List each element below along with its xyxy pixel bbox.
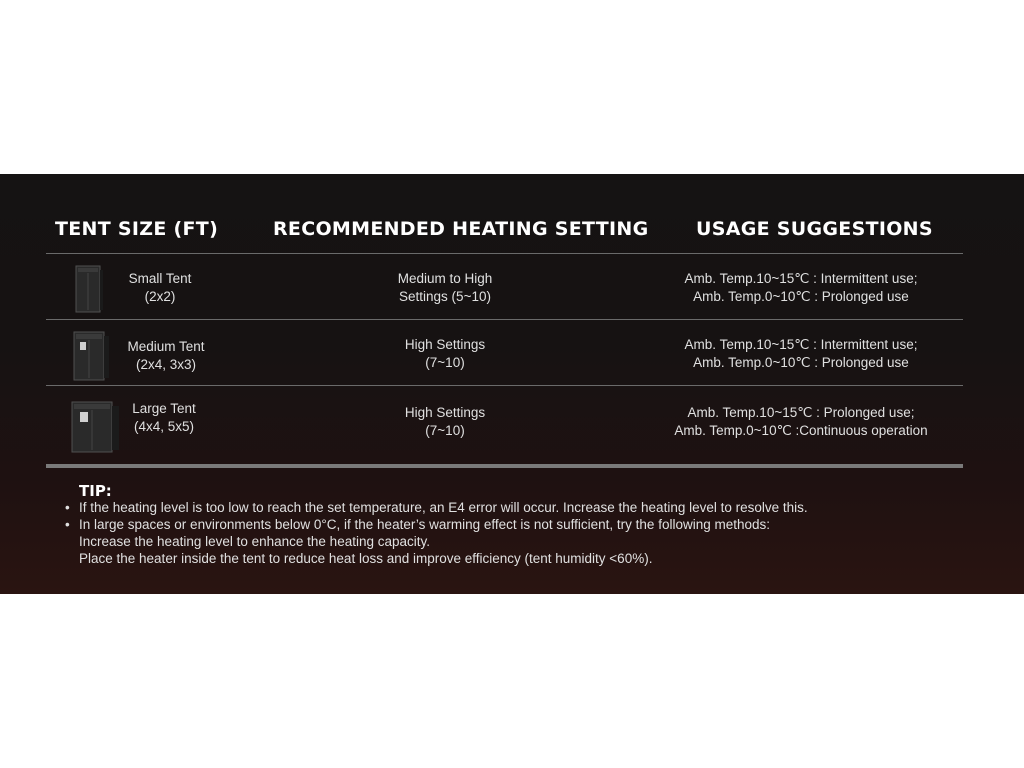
tent-size-dims: (4x4, 5x5) [133,419,195,434]
usage-line: Amb. Temp.0~10℃ : Prolonged use [693,289,909,304]
header-heating-setting: RECOMMENDED HEATING SETTING [273,218,649,240]
setting-line: Medium to High [397,271,493,286]
heating-setting-cell [380,336,510,372]
heating-guide-panel [0,174,1024,594]
bullet-icon: • [65,500,70,515]
setting-line: High Settings [404,337,486,352]
tent-size-dims: (2x2) [144,289,176,304]
usage-cell [646,404,956,440]
setting-line: High Settings [404,405,486,420]
setting-line: (7~10) [425,355,465,370]
tent-size-name: Small Tent [128,271,192,286]
header-divider [46,253,963,254]
heating-setting-cell [380,404,510,440]
tip-sub-item: Place the heater inside the tent to reduce heat loss and improve efficiency (tent humidity <60%). [79,551,653,566]
table-row [46,388,963,452]
tip-item-text: If the heating level is too low to reach the set temperature, an E4 error will occur. Increase the heating level to resolve this. [79,500,808,515]
heating-setting-cell [380,270,510,306]
setting-line: Settings (5~10) [399,289,491,304]
row-divider [46,385,963,386]
tent-size-dims: (2x4, 3x3) [135,357,197,372]
tent-size-name: Medium Tent [127,339,205,354]
table-bottom-divider [46,464,963,468]
bullet-icon: • [65,517,70,532]
tip-list [65,499,808,567]
tent-size-cell [100,270,220,306]
tip-item-text: In large spaces or environments below 0°C, if the heater’s warming effect is not sufficient, try the following methods: [79,517,770,532]
tip-title: TIP: [79,482,112,500]
usage-line: Amb. Temp.10~15℃ : Prolonged use; [687,405,915,420]
tip-sub-item: Increase the heating level to enhance the heating capacity. [79,534,430,549]
table-row [46,256,963,320]
tip-item [65,516,808,533]
usage-cell [646,270,956,306]
header-usage-suggestions: USAGE SUGGESTIONS [696,218,933,240]
usage-line: Amb. Temp.0~10℃ :Continuous operation [674,423,928,438]
header-tent-size: TENT SIZE (FT) [55,218,219,240]
tent-size-cell [106,338,226,374]
setting-line: (7~10) [425,423,465,438]
tent-size-cell [104,400,224,436]
row-divider [46,319,963,320]
usage-line: Amb. Temp.10~15℃ : Intermittent use; [684,271,918,286]
usage-cell [646,336,956,372]
tent-size-name: Large Tent [132,401,196,416]
usage-line: Amb. Temp.10~15℃ : Intermittent use; [684,337,918,352]
table-row [46,322,963,386]
usage-line: Amb. Temp.0~10℃ : Prolonged use [693,355,909,370]
tip-item [65,499,808,516]
